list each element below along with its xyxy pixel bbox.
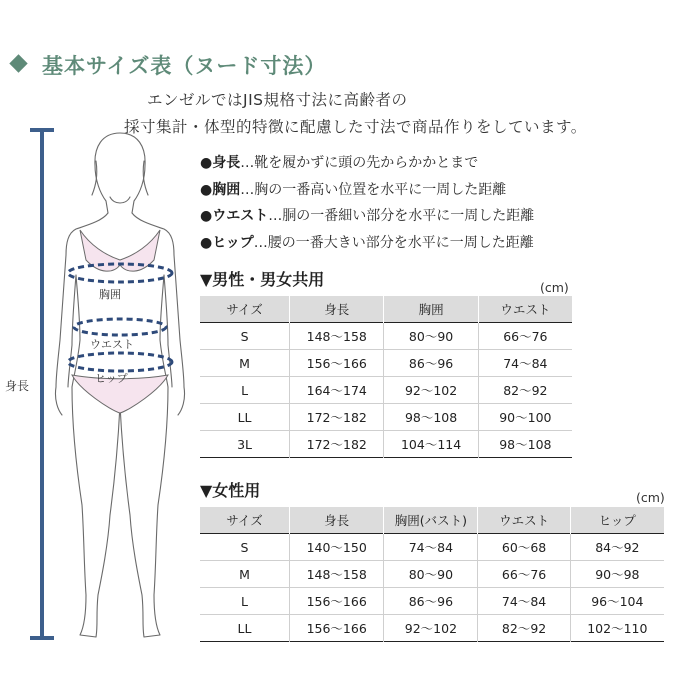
table-cell: 74〜84: [478, 588, 570, 615]
table-cell: 66〜76: [478, 561, 570, 588]
table-cell: 172〜182: [290, 431, 384, 458]
hip-label: ヒップ: [95, 372, 128, 385]
table-cell: 80〜90: [384, 323, 478, 350]
table-cell: 98〜108: [384, 404, 478, 431]
title-diamond-icon: [9, 54, 27, 72]
table-header-row: [200, 507, 664, 534]
column-header: 胸囲(バスト): [384, 507, 478, 534]
table-row: [200, 431, 572, 458]
column-header: ウエスト: [478, 296, 572, 323]
table-cell: M: [200, 350, 290, 377]
definition-desc: …胸の一番高い位置を水平に一周した距離: [240, 181, 507, 198]
table-cell: 60〜68: [478, 534, 570, 561]
table-cell: 3L: [200, 431, 290, 458]
definition-term: ●ウエスト: [200, 208, 269, 224]
column-header: サイズ: [200, 296, 290, 323]
column-header: ヒップ: [570, 507, 664, 534]
definition-height: [200, 150, 534, 177]
table-cell: 86〜96: [384, 350, 478, 377]
definition-waist: [200, 203, 534, 230]
table-row: [200, 350, 572, 377]
definition-term: ●身長: [200, 155, 241, 171]
table-cell: 82〜92: [478, 377, 572, 404]
definition-term: ●ヒップ: [200, 234, 254, 251]
definition-desc: …腰の一番大きい部分を水平に一周した距離: [253, 234, 534, 251]
intro-line-1: エンゼルではJIS規格寸法に高齢者の: [147, 91, 408, 109]
table-cell: 104〜114: [384, 431, 478, 458]
height-label: 身長: [5, 379, 30, 393]
table-cell: 98〜108: [499, 437, 552, 452]
table-cell: 84〜92: [570, 534, 664, 561]
table-cell: S: [200, 534, 290, 561]
table-cell: L: [200, 377, 290, 404]
table-row: [200, 588, 664, 615]
men-size-table: [200, 296, 572, 458]
table-cell: 92〜102: [384, 615, 478, 642]
bust-label: 胸囲: [99, 288, 121, 301]
definition-desc: …胴の一番細い部分を水平に一周した距離: [268, 208, 535, 224]
waist-label: ウエスト: [90, 338, 134, 351]
table-cell: 148〜158: [290, 561, 384, 588]
intro-line-2: 採寸集計・体型的特徴に配慮した寸法で商品作りをしています。: [124, 118, 587, 136]
women-table-unit: (cm): [636, 490, 665, 505]
table-cell: L: [200, 588, 290, 615]
table-cell: 92〜102: [384, 377, 478, 404]
table-cell: 140〜150: [290, 534, 384, 561]
column-header: 胸囲: [384, 296, 478, 323]
page-title: 基本サイズ表（ヌード寸法）: [42, 54, 327, 78]
table-cell: 96〜104: [570, 588, 664, 615]
table-cell: 74〜84: [384, 534, 478, 561]
table-cell: 82〜92: [478, 615, 570, 642]
column-header: サイズ: [200, 507, 290, 534]
definition-list: [200, 150, 534, 256]
table-cell: S: [200, 323, 290, 350]
table-cell: 156〜166: [290, 350, 384, 377]
table-header-row: [200, 296, 572, 323]
column-header: ウエスト: [478, 507, 570, 534]
women-table-heading: ▼女性用: [200, 481, 261, 500]
table-cell: 90〜100: [478, 404, 572, 431]
definition-term: ●胸囲: [200, 181, 241, 198]
table-row: [200, 323, 572, 350]
table-cell: 90〜98: [570, 561, 664, 588]
table-cell: 102〜110: [587, 621, 648, 636]
table-cell: 66〜76: [478, 323, 572, 350]
table-row: [200, 404, 572, 431]
men-table-heading: ▼男性・男女共用: [200, 270, 325, 289]
table-cell: 156〜166: [290, 588, 384, 615]
women-size-table: [200, 507, 664, 642]
table-cell: 156〜166: [290, 615, 384, 642]
table-row: [200, 561, 664, 588]
column-header: 身長: [290, 507, 384, 534]
table-cell: M: [200, 561, 290, 588]
table-cell: 86〜96: [384, 588, 478, 615]
height-measure-line: [40, 130, 44, 638]
table-row: [200, 615, 664, 642]
definition-bust: [200, 177, 534, 204]
table-cell: 164〜174: [290, 377, 384, 404]
column-header: 身長: [290, 296, 384, 323]
definition-hip: [200, 230, 534, 257]
table-cell: LL: [200, 615, 290, 642]
men-table-unit: (cm): [540, 280, 569, 295]
table-cell: 148〜158: [290, 323, 384, 350]
table-cell: 172〜182: [290, 404, 384, 431]
table-row: [200, 377, 572, 404]
table-cell: LL: [200, 404, 290, 431]
table-row: [200, 534, 664, 561]
definition-desc: …靴を履かずに頭の先からかかとまで: [240, 155, 479, 171]
table-cell: 80〜90: [384, 561, 478, 588]
table-cell: 74〜84: [478, 350, 572, 377]
